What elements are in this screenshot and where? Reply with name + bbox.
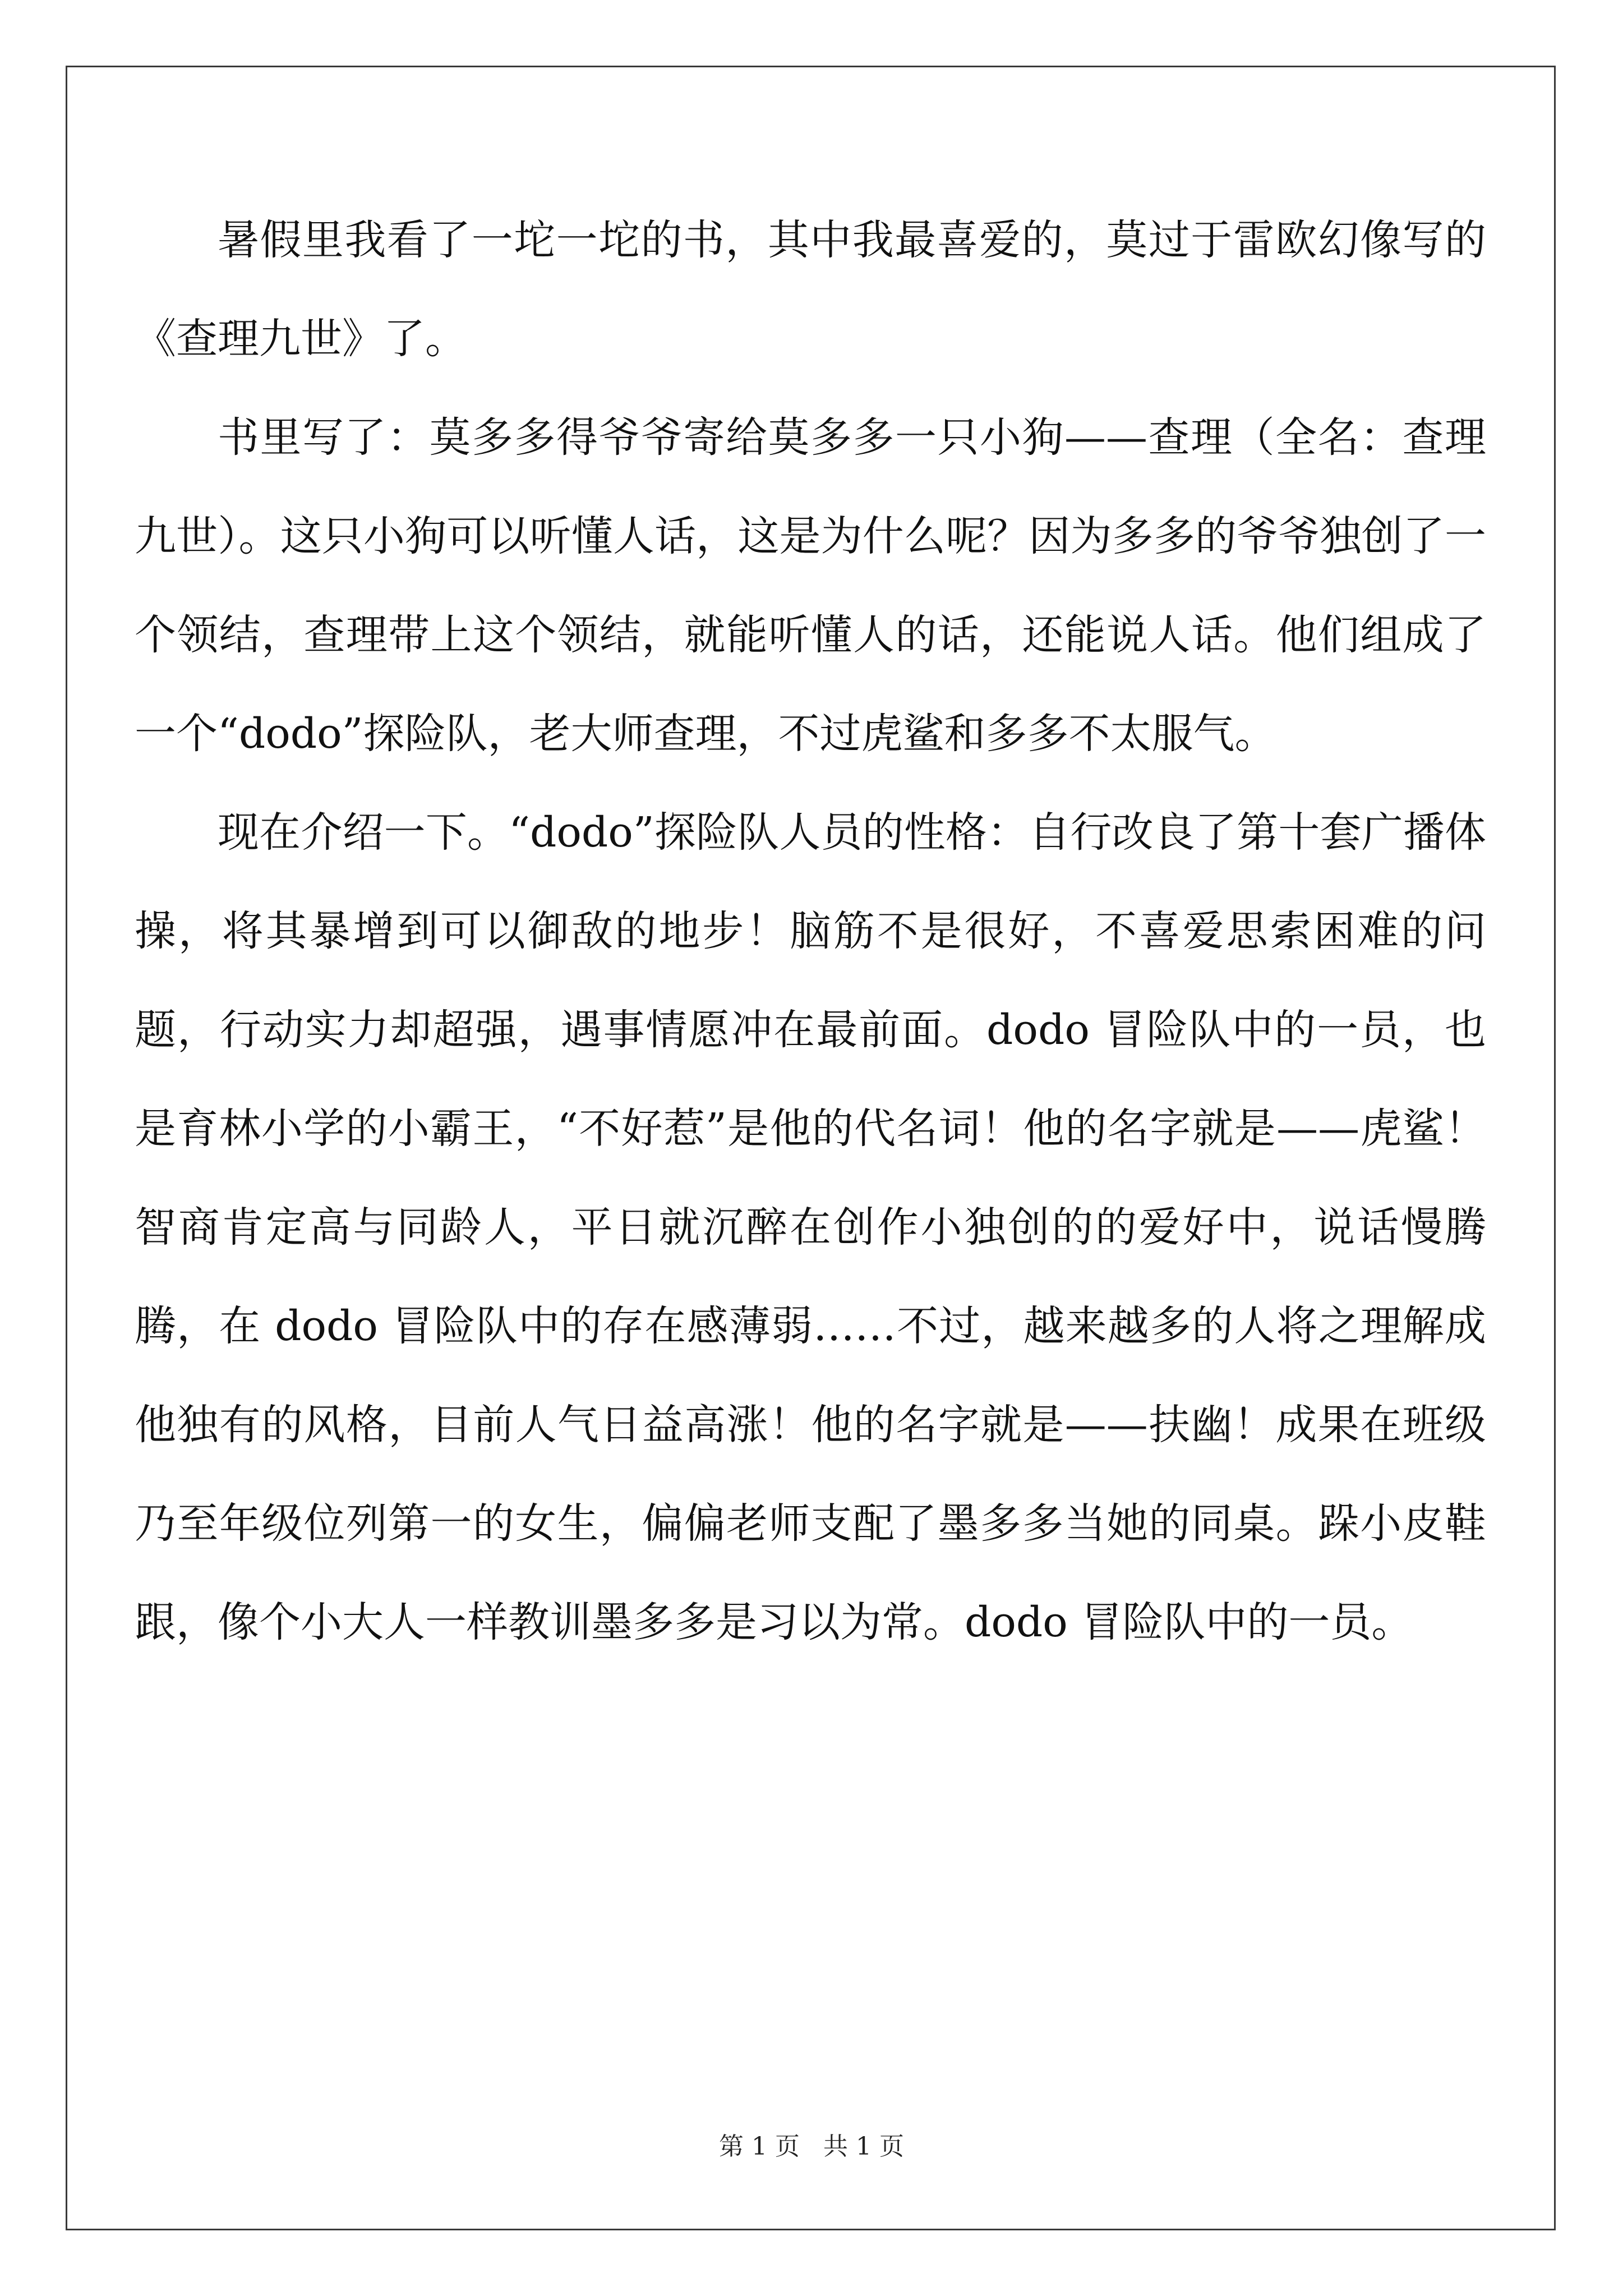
page-footer: 第 1 页 共 1 页 — [719, 2132, 904, 2161]
paragraph-1: 暑假里我看了一坨一坨的书，其中我最喜爱的，莫过于雷欧幻像写的《查理九世》了。 — [135, 216, 1486, 363]
document-body — [135, 191, 1486, 1672]
paragraph-2: 书里写了：莫多多得爷爷寄给莫多多一只小狗——查理（全名：查理九世）。这只小狗可以听懂人话，这是为什么呢？因为多多的爷爷独创了一个领结，查理带上这个领结，就能听懂人的话，还能说人话。他们组成了一个“dodo”探险队，老大师查理，不过虎鲨和多多不太服气。 — [135, 413, 1486, 758]
paragraph-3: 现在介绍一下。“dodo”探险队人员的性格：自行改良了第十套广播体操，将其暴增到可以御敌的地步！脑筋不是很好，不喜爱思索困难的问题，行动实力却超强，遇事情愿冲在最前面。dodo 冒险队中的一员，也是育林小学的小霸王，“不好惹”是他的代名词！他的名字就是——虎鲨！智商肯定高与同龄人，平日就沉醉在创作小独创的的爱好中，说话慢腾腾，在 dodo 冒险队中的存在感薄弱……不过，越来越多的人将之理解成他独有的风格，目前人气日益高涨！他的名字就是——扶幽！成果在班级乃至年级位列第一的女生，偏偏老师支配了墨多多当她的同桌。跺小皮鞋跟，像个小大人一样教训墨多多是习以为常。dodo 冒险队中的一员。 — [135, 808, 1486, 1646]
